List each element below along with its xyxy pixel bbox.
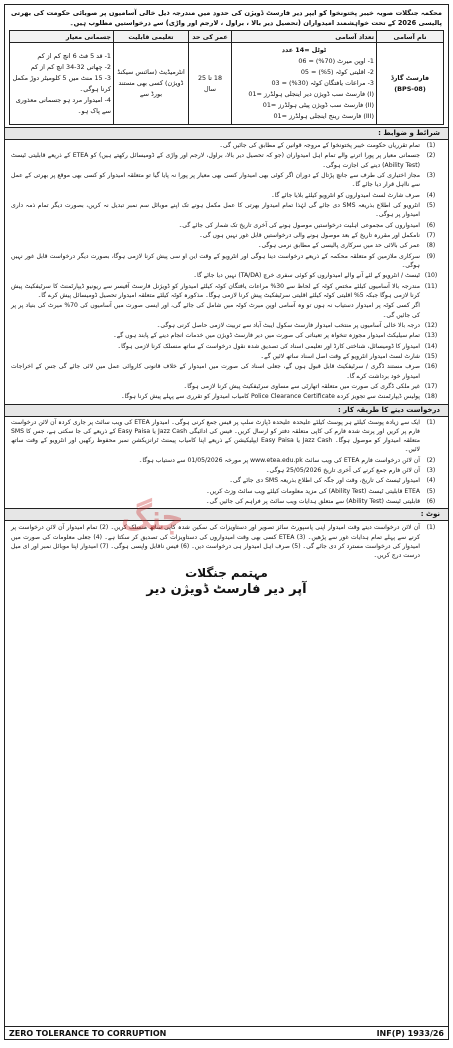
item-text: مندرجہ بالا آسامیوں کیلئے مختص کوٹہ کے لحاظ سے 30% مراعات یافتگان کوٹہ کیلئے امیدوار کو ڈویژنل فارسٹ آفیسر سے ریونیو ڈیپارٹمنٹ کا سرٹیفکیٹ پیش کرنا لازمی ہوگا جبکہ 5% اقلیتی کوٹہ کیلئے اقلیتی سرٹیفکیٹ پیش کرنا لازمی ہوگا۔ مذکورہ کوٹہ کیلئے متعلقہ امیدوار تحصیل ڈومیسائل پیش کرے گا۔ bbox=[11, 282, 420, 299]
notes-heading: نوٹ : bbox=[5, 508, 448, 521]
post-name-cell bbox=[377, 43, 444, 125]
signature-office: آپر دیر فارسٹ ڈویژن دیر bbox=[146, 582, 307, 598]
footer-reference: INF(P) 1933/26 bbox=[376, 1028, 444, 1038]
list-item bbox=[11, 497, 442, 506]
physical-line: 2- چھاتی 32-34 انچ کم از کم bbox=[30, 62, 111, 71]
item-number: (6) bbox=[426, 221, 436, 229]
item-text: امیدوار ٹیسٹ کی تاریخ، وقت اور جگہ کی اطلاع بذریعہ SMS دی جائے گی۔ bbox=[229, 477, 420, 485]
item-text: درجہ بالا خالی آسامیوں پر منتخب امیدوار فارسٹ سکول ایبٹ آباد سے تربیت لازمی حاصل کرنی ہوگی۔ bbox=[156, 321, 420, 329]
intro-text: محکمہ جنگلات صوبہ خیبر پختونخوا کو ایپر دیر فارسٹ ڈویژن کی حدود میں مندرجہ ذیل خالی آسامیوں پر صوبائی حکومت کی بھرتی پالیسی 2026 کے تحت خواہشمند امیدواران (تحصیل دیر بالا ، براول ، لارجم اور واڑی) سے درخواستیں مطلوب ہیں۔ bbox=[11, 9, 442, 27]
count-cell bbox=[232, 43, 377, 125]
item-number: (8) bbox=[426, 242, 436, 250]
item-text: پولیس ڈیپارٹمنٹ سے تجویز کردہ Police Clearance Certificate کامیاب امیدوار کو تقرری سے پہلے پیش کرنا ہوگا۔ bbox=[120, 393, 420, 401]
item-number: (12) bbox=[424, 321, 438, 329]
list-item bbox=[11, 331, 442, 340]
list-item bbox=[11, 456, 442, 465]
item-number: (5) bbox=[426, 201, 436, 209]
item-number: (1) bbox=[426, 418, 436, 426]
seal-watermark: جنگ bbox=[121, 498, 183, 538]
notes-list bbox=[5, 521, 448, 562]
terms-heading: شرائط و ضوابط : bbox=[5, 127, 448, 140]
item-number: (4) bbox=[426, 191, 436, 199]
count-line: 2- اقلیتی کوٹہ (5%) = 05 bbox=[300, 68, 374, 76]
item-text: شارٹ لسٹ امیدوار انٹرویو کے وقت اصل اسناد ساتھ لائیں گے۔ bbox=[260, 353, 420, 361]
qualification-cell: انٹرمیڈیٹ (سائنس سیکنڈ ڈویژن) کسی بھی مستند بورڈ سے bbox=[114, 43, 189, 125]
list-item bbox=[11, 141, 442, 150]
item-number: (7) bbox=[426, 231, 436, 239]
item-text: آن لائن درخواست دیتے وقت امیدوار اپنی پاسپورٹ سائز تصویر اور دستاویزات کی سکین شدہ کاپی ساتھ منسلک کریں۔ (2) تمام امیدوار آن لائن درخواست پر کرنے سے پہلے تمام ہدایات غور سے پڑھیں۔ (3) ETEA کسی بھی وقت امیدواروں کی دستاویزات کی تصدیق کر سکتا ہے۔ (4) جعلی معلومات کی صورت میں امیدوار کی درخواست مسترد کر دی جائے گی۔ (5) صرف اہل امیدوار ہی درخواست دیں۔ (6) فیس ناقابل واپسی ہوگی۔ (7) امیدوار اپنا موبائل نمبر اور ای میل درست درج کریں۔ bbox=[11, 524, 420, 560]
signature-title: مہتمم جنگلات bbox=[185, 566, 268, 581]
item-text: قابلیتی ٹیسٹ (Ability Test) سے متعلق ہدایات ویب سائٹ پر فراہم کی جائیں گی۔ bbox=[205, 498, 420, 506]
positions-table bbox=[9, 30, 444, 125]
item-text: اگر کسی کوٹہ پر امیدوار دستیاب نہ ہوں تو وہ آسامی اوپن میرٹ کوٹہ میں شامل کی جائے گی، اور ایسی صورت میں آسامیوں کی 70% میرٹ کی بنیاد پر پر کی جائیں گی۔ bbox=[11, 302, 420, 319]
item-number: (10) bbox=[424, 272, 438, 280]
list-item bbox=[11, 191, 442, 200]
list-item bbox=[11, 418, 442, 455]
footer-slogan: ZERO TOLERANCE TO CORRUPTION bbox=[9, 1028, 167, 1038]
list-item bbox=[11, 221, 442, 230]
item-number: (1) bbox=[426, 524, 436, 532]
item-text: صرف شارٹ لسٹ امیدواروں کو انٹرویو کیلئے بلایا جائے گا۔ bbox=[271, 191, 420, 199]
item-text: انٹرویو کی اطلاع بذریعہ SMS دی جائے گی لہٰذا تمام امیدوار بھرتی کا عمل مکمل ہونے تک اپنے موبائل سم نمبر تبدیل نہ کریں، بصورت دیگر تمام ذمہ داری امیدوار پر ہوگی۔ bbox=[11, 201, 420, 219]
item-number: (2) bbox=[426, 456, 436, 464]
howto-list bbox=[5, 417, 448, 507]
howto-heading: درخواست دینے کا طریقہ کار : bbox=[5, 404, 448, 417]
count-total: ٹوٹل =14 عدد bbox=[281, 46, 327, 54]
list-item bbox=[11, 466, 442, 475]
item-text: آن لائن درخواست فارم ETEA کی ویب سائٹ www.etea.edu.pk پر مورخہ 01/05/2026 سے دستیاب ہوگا۔ bbox=[138, 456, 420, 464]
item-number: (18) bbox=[424, 393, 438, 401]
item-number: (3) bbox=[426, 467, 436, 475]
list-item bbox=[11, 151, 442, 169]
list-item bbox=[11, 252, 442, 270]
list-item bbox=[11, 362, 442, 380]
header-age: عمر کی حد bbox=[189, 31, 232, 43]
item-text: صرف مستند ڈگری / سرٹیفکیٹ قابل قبول ہوں گے، جعلی اسناد کی صورت میں امیدوار کے خلاف قانونی کاروائی عمل میں لائی جائے گی جس کے اخراجات امیدوار خود برداشت کرے گا۔ bbox=[11, 363, 420, 380]
physical-line: 3- 15 منٹ میں 5 کلومیٹر دوڑ مکمل کرنا ہوگی۔ bbox=[12, 73, 111, 93]
list-item bbox=[11, 231, 442, 240]
item-text: ٹیسٹ / انٹرویو کے لئے آنے والے امیدواروں کو کوئی سفری خرچ (TA/DA) نہیں دیا جائے گا۔ bbox=[193, 272, 420, 280]
item-number: (2) bbox=[426, 152, 436, 160]
table-row bbox=[10, 43, 444, 125]
header-physical: جسمانی معیار bbox=[10, 31, 114, 43]
list-item bbox=[11, 352, 442, 361]
list-item bbox=[11, 301, 442, 319]
item-number: (17) bbox=[424, 383, 438, 391]
intro-paragraph bbox=[5, 5, 448, 30]
item-text: تمام تقرریاں حکومت خیبر پختونخوا کے مروجہ قوانین کے مطابق کی جائیں گی۔ bbox=[219, 142, 420, 149]
item-text: تمام سیلیکٹ امیدوار مجوزہ تنخواہ پر تعیناتی کی صورت میں دیر فارسٹ ڈویژن میں خدمات انجام دینے کے پابند ہوں گے۔ bbox=[113, 332, 420, 340]
item-number: (6) bbox=[426, 498, 436, 506]
list-item bbox=[11, 241, 442, 250]
count-line: (III) فارسٹ رینج اینجلی ہولڈرز =01 bbox=[273, 112, 374, 120]
item-number: (15) bbox=[424, 353, 438, 361]
item-text: امیدوار کا ڈومیسائل، شناختی کارڈ اور تعلیمی اسناد کی تصدیق شدہ نقول درخواست کے ساتھ منسلک کرنا لازمی ہوگا۔ bbox=[117, 342, 420, 350]
list-item bbox=[11, 382, 442, 391]
header-qualification: تعلیمی قابلیت bbox=[114, 31, 189, 43]
list-item bbox=[11, 171, 442, 189]
item-number: (13) bbox=[424, 332, 438, 340]
item-text: جسمانی معیار پر پورا اترنے والے تمام اہل امیدواران (جو کہ تحصیل دیر بالا، براول، لارجم اور واڑی کے ڈومیسائل رکھتے ہیں) کو ETEA کے ذریعے قابلیتی ٹیسٹ (Ability Test) دینے کی اجازت ہوگی۔ bbox=[11, 152, 420, 169]
footer-bar bbox=[5, 1026, 448, 1039]
count-line: 1- اوپن میرٹ (70%) = 06 bbox=[298, 57, 374, 65]
item-number: (16) bbox=[424, 363, 438, 371]
item-number: (3) bbox=[426, 171, 436, 179]
list-item bbox=[11, 392, 442, 401]
list-item bbox=[11, 271, 442, 280]
post-name: فارسٹ گارڈ bbox=[390, 73, 430, 82]
item-text: مجاز اختیاری کی طرف سے جانچ پڑتال کے دوران اگر کوئی بھی امیدوار کسی بھی معیار پر پورا نہ پایا گیا تو متعلقہ امیدوار کو کسی بھی موقع پر بھرتی کے عمل سے نااہل قرار دیا جائے گا۔ bbox=[11, 171, 420, 189]
count-line: 3- مراعات یافتگان کوٹہ (30%) = 03 bbox=[271, 79, 374, 87]
item-text: غیر ملکی ڈگری کی صورت میں متعلقہ اتھارٹی سے مساوی سرٹیفکیٹ پیش کرنا لازمی ہوگا۔ bbox=[183, 383, 420, 391]
list-item bbox=[11, 282, 442, 300]
item-text: عمر کی بالائی حد میں سرکاری پالیسی کے مطابق نرمی ہوگی۔ bbox=[257, 242, 420, 250]
item-number: (11) bbox=[424, 282, 438, 290]
item-text: آن لائن فارم جمع کرنے کی آخری تاریخ 25/05/2026 ہوگی۔ bbox=[265, 467, 420, 475]
post-scale: (BPS-08) bbox=[394, 84, 426, 93]
header-count: تعداد آسامی bbox=[232, 31, 377, 43]
item-number: (14) bbox=[424, 342, 438, 350]
item-text: ایک سے زیادہ پوسٹ کیلئے ہر پوسٹ کیلئے علیحدہ علیحدہ ڈپازٹ سلپ پر فیس جمع کرنی ہوگی۔ امیدوار ETEA کی ویب سائٹ پر جاری کردہ آن لائن درخواست فارم پر کریں اور پرنٹ شدہ فارم کی کاپی متعلقہ دفتر کو ارسال کریں۔ فیس کی ادائیگی Jazz Cash یا Easy Paisa کے ذریعے کی جا سکتی ہے، جس کا SMS متعلقہ امیدوار کو موصول ہوگا۔ Jazz Cash یا Easy Paisa ایپلیکیشن کے ذریعے اپنا کامیاب پیمنٹ ٹرانزیکشن نمبر محفوظ رکھیں اور انٹرویو کے وقت ساتھ لائیں۔ bbox=[11, 418, 420, 454]
list-item bbox=[11, 487, 442, 496]
count-line: (I) فارسٹ سب ڈویژن دیر اینجلی ہولڈرز =01 bbox=[248, 90, 374, 98]
item-text: امیدواروں کی مجموعی اہلیت درخواستیں موصول ہونے کی آخری تاریخ تک شمار کی جائے گی۔ bbox=[178, 221, 420, 229]
list-item bbox=[11, 321, 442, 330]
count-line: (II) فارسٹ سب ڈویژن پیٹی ہولڈرز =01 bbox=[262, 101, 374, 109]
list-item bbox=[11, 342, 442, 351]
item-number: (5) bbox=[426, 487, 436, 495]
item-text: نامکمل اور مقررہ تاریخ کے بعد موصول ہونے والی درخواستیں قابل غور نہیں ہوں گی۔ bbox=[199, 231, 420, 239]
physical-line: 1- قد 5 فٹ 6 انچ کم از کم bbox=[37, 51, 111, 60]
item-text: ETEA قابلیتی ٹیسٹ (Ability Test) کی مزید معلومات کیلئے ویب سائٹ وزٹ کریں۔ bbox=[206, 487, 420, 495]
list-item bbox=[11, 523, 442, 560]
physical-cell bbox=[10, 43, 114, 125]
age-cell: 18 تا 25 سال bbox=[189, 43, 232, 125]
list-item bbox=[11, 476, 442, 485]
list-item bbox=[11, 201, 442, 219]
advertisement-page bbox=[4, 4, 449, 1040]
header-post-name: نام آسامی bbox=[377, 31, 444, 43]
terms-list bbox=[5, 140, 448, 402]
physical-line: 4- امیدوار مرد ہو جسمانی معذوری سے پاک ہو۔ bbox=[15, 95, 111, 115]
positions-table-header bbox=[10, 31, 444, 43]
item-number: (9) bbox=[426, 252, 436, 260]
item-number: (1) bbox=[426, 142, 436, 149]
item-text: سرکاری ملازمین کو متعلقہ محکمہ کے ذریعے درخواست دینا ہوگی اور انٹرویو کے وقت این او سی پیش کرنا لازمی ہوگا، بصورت دیگر درخواست قابل غور نہیں ہوگی۔ bbox=[11, 252, 420, 269]
item-number: (4) bbox=[426, 477, 436, 485]
